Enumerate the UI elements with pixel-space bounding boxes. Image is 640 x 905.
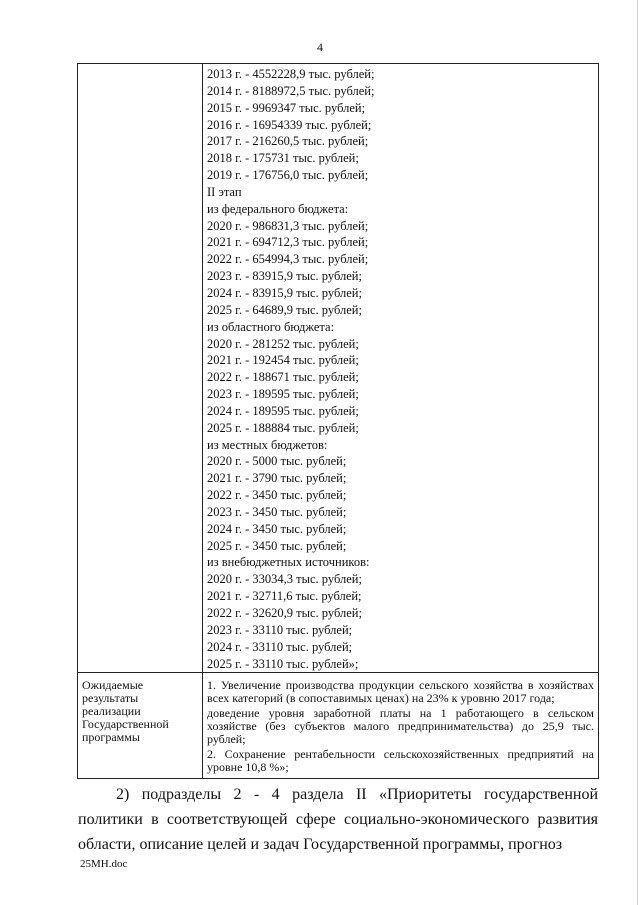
funding-line: 2025 г. - 33110 тыс. рублей»; bbox=[207, 656, 359, 671]
funding-line: 2020 г. - 281252 тыс. рублей; bbox=[207, 336, 359, 351]
funding-line: 2018 г. - 175731 тыс. рублей; bbox=[207, 151, 359, 166]
results-row bbox=[78, 673, 599, 779]
funding-line: 2024 г. - 33110 тыс. рублей; bbox=[207, 639, 353, 654]
funding-line: из внебюджетных источников: bbox=[207, 555, 370, 570]
funding-line: 2020 г. - 33034,3 тыс. рублей; bbox=[207, 572, 362, 587]
funding-content-cell bbox=[203, 64, 599, 673]
result-item: 1. Увеличение производства продукции сельского хозяйства в хозяйствах всех категорий (в сопоставимых ценах) на 23% к уровню 2017 года; bbox=[207, 678, 594, 706]
funding-line: из местных бюджетов: bbox=[207, 437, 328, 452]
funding-line: 2021 г. - 32711,6 тыс. рублей; bbox=[207, 589, 362, 604]
funding-line: 2013 г. - 4552228,9 тыс. рублей; bbox=[207, 67, 375, 81]
funding-line: 2025 г. - 64689,9 тыс. рублей; bbox=[207, 302, 362, 317]
funding-line: 2021 г. - 3790 тыс. рублей; bbox=[207, 471, 347, 486]
program-passport-table bbox=[77, 63, 599, 779]
funding-line: II этап bbox=[207, 184, 242, 199]
page-number: 4 bbox=[317, 40, 323, 54]
funding-line: 2014 г. - 8188972,5 тыс. рублей; bbox=[207, 83, 375, 98]
funding-line: 2023 г. - 189595 тыс. рублей; bbox=[207, 387, 359, 402]
scan-edge-line bbox=[637, 0, 638, 905]
funding-list bbox=[207, 66, 594, 672]
funding-line: 2021 г. - 694712,3 тыс. рублей; bbox=[207, 235, 369, 250]
funding-line: 2023 г. - 3450 тыс. рублей; bbox=[207, 504, 347, 519]
funding-line: 2024 г. - 83915,9 тыс. рублей; bbox=[207, 285, 362, 300]
funding-line: 2022 г. - 654994,3 тыс. рублей; bbox=[207, 252, 369, 267]
funding-line: из областного бюджета: bbox=[207, 319, 335, 334]
funding-line: 2017 г. - 216260,5 тыс. рублей; bbox=[207, 134, 369, 149]
results-content-cell bbox=[203, 673, 599, 779]
result-item: 2. Сохранение рентабельности сельскохозяйственных предприятий на уровне 10,8 %»; bbox=[207, 747, 594, 775]
funding-line: 2024 г. - 189595 тыс. рублей; bbox=[207, 403, 359, 418]
result-item: доведение уровня заработной платы на 1 работающего в сельском хозяйстве (без субъектов малого предпринимательства) до 25,9 тыс. рублей; bbox=[207, 706, 594, 747]
funding-line: 2023 г. - 83915,9 тыс. рублей; bbox=[207, 269, 362, 284]
funding-line: 2020 г. - 986831,3 тыс. рублей; bbox=[207, 218, 369, 233]
funding-line: 2025 г. - 3450 тыс. рублей; bbox=[207, 538, 347, 553]
footer-filename: 25MH.doc bbox=[80, 858, 128, 870]
body-paragraph: 2) подразделы 2 - 4 раздела II «Приоритеты государственной политики в соответствующей сфере социально-экономического развития области, описание целей и задач Государственной программы, прогноз bbox=[78, 786, 598, 853]
funding-line: 2021 г. - 192454 тыс. рублей; bbox=[207, 353, 359, 368]
results-label-cell bbox=[78, 673, 203, 779]
funding-line: из федерального бюджета: bbox=[207, 201, 349, 216]
funding-row bbox=[78, 64, 599, 673]
funding-line: 2022 г. - 32620,9 тыс. рублей; bbox=[207, 606, 362, 620]
funding-line: 2015 г. - 9969347 тыс. рублей; bbox=[207, 100, 366, 115]
funding-line: 2020 г. - 5000 тыс. рублей; bbox=[207, 454, 347, 469]
funding-line: 2023 г. - 33110 тыс. рублей; bbox=[207, 622, 353, 637]
funding-label-cell bbox=[78, 64, 203, 673]
funding-line: 2022 г. - 188671 тыс. рублей; bbox=[207, 370, 359, 385]
funding-line: 2024 г. - 3450 тыс. рублей; bbox=[207, 521, 347, 536]
funding-line: 2019 г. - 176756,0 тыс. рублей; bbox=[207, 168, 369, 183]
results-label: Ожидаемые результаты реализации Государственной программы bbox=[82, 678, 169, 745]
funding-line: 2025 г. - 188884 тыс. рублей; bbox=[207, 420, 359, 435]
funding-line: 2022 г. - 3450 тыс. рублей; bbox=[207, 488, 347, 503]
funding-line: 2016 г. - 16954339 тыс. рублей; bbox=[207, 117, 372, 132]
